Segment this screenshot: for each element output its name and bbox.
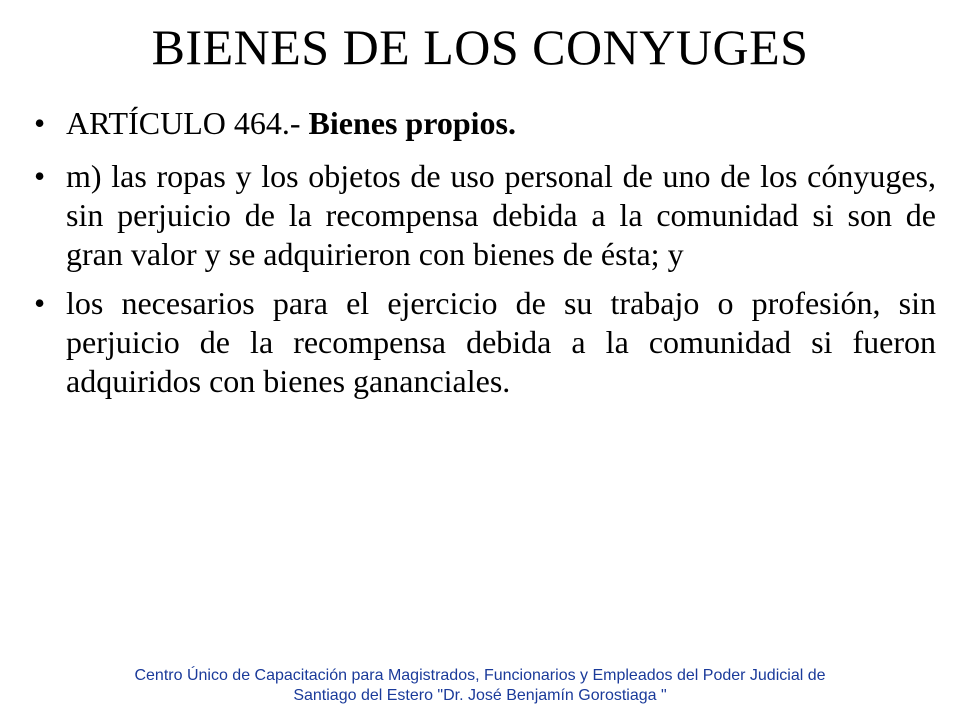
footer <box>0 666 960 706</box>
bullet-item-m: • m) las ropas y los objetos de uso personal de uno de los cónyuges, sin perjuicio de la recompensa debida a la comunidad si son de gran valor y se adquirieron con bienes de ésta; y <box>40 157 936 274</box>
slide-title: BIENES DE LOS CONYUGES <box>151 19 809 75</box>
article-title: Bienes propios. <box>308 105 516 141</box>
footer-line-1: Centro Único de Capacitación para Magistrados, Funcionarios y Empleados del Poder Judicial de <box>134 667 826 684</box>
article-number: ARTÍCULO 464.- <box>66 105 309 141</box>
footer-line-2: Santiago del Estero "Dr. José Benjamín Gorostiaga " <box>293 687 667 704</box>
bullet-list <box>40 104 936 411</box>
bullet-item-necesarios: • los necesarios para el ejercicio de su trabajo o profesión, sin perjuicio de la recompensa debida a la comunidad si fueron adquiridos con bienes gananciales. <box>40 284 936 401</box>
bullet-article-heading <box>40 104 936 143</box>
